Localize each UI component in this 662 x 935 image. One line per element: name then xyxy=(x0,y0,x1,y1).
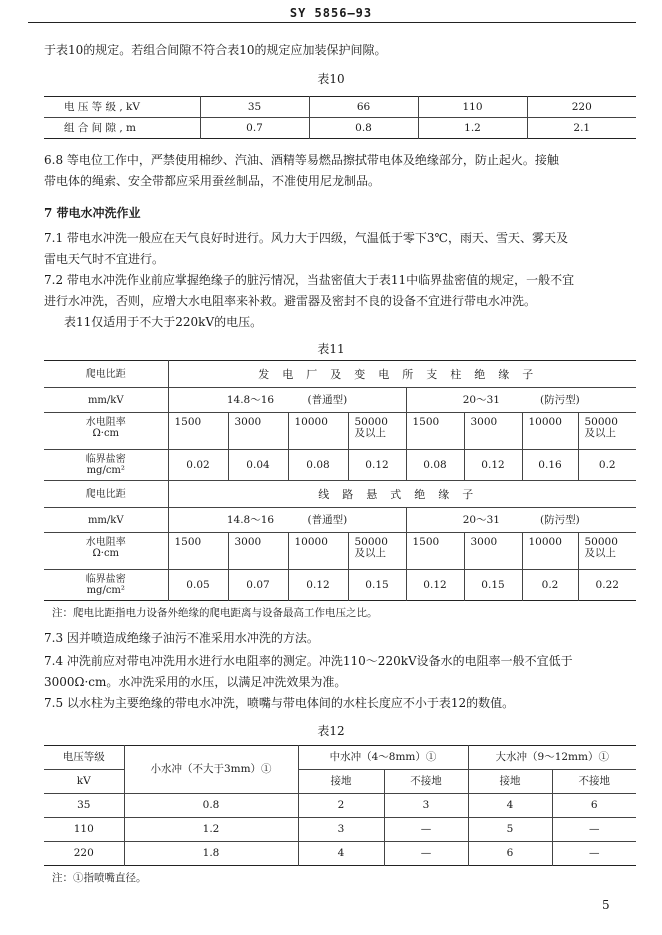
table11-res-cell: 1500 xyxy=(406,533,464,570)
table12-large-label: 大水冲（9～12mm）① xyxy=(468,746,636,770)
table10-cell: 1.2 xyxy=(418,118,527,139)
table11-res-cell: 50000 及以上 xyxy=(578,413,636,450)
table11 xyxy=(44,360,636,601)
table12-voltage-label: 电压等级 xyxy=(44,746,124,770)
table12-medium-label: 中水冲（4～8mm）① xyxy=(298,746,468,770)
para-6-8-line2: 带电体的绳索、安全带都应采用蚕丝制品，不准使用尼龙制品。 xyxy=(44,174,381,188)
table12-large-grounded: 5 xyxy=(468,818,552,842)
section-7-heading: 7 带电水冲洗作业 xyxy=(44,206,141,220)
para-7-3: 7.3 因并喷造成绝缘子油污不准采用水冲洗的方法。 xyxy=(44,631,319,645)
table11-salt-unit-2: mg/cm² xyxy=(86,585,125,596)
table12-med-not-grounded: — xyxy=(384,842,468,866)
table12-large-not-grounded: — xyxy=(552,818,636,842)
table12-grounded-label: 接地 xyxy=(468,770,552,794)
table11-polluted-group xyxy=(406,388,636,413)
table11-block2-title: 线路悬式绝缘子 xyxy=(168,481,636,508)
table11-salt-cell: 0.2 xyxy=(578,450,636,481)
table-row xyxy=(44,842,636,866)
table12-med-grounded: 3 xyxy=(298,818,384,842)
table12-large-grounded: 4 xyxy=(468,794,552,818)
table11-salt-row-1 xyxy=(44,450,636,481)
table11-salt-row-2 xyxy=(44,570,636,601)
table12-note: 注：①指喷嘴直径。 xyxy=(52,872,147,884)
table11-polluted-group-2 xyxy=(406,508,636,533)
table11-res-cell: 10000 xyxy=(522,533,578,570)
table11-normal-group-2 xyxy=(168,508,406,533)
table10-cell: 2.1 xyxy=(527,118,636,139)
para-7-2-line2: 进行水冲洗，否则，应增大水电阻率来补救。避雷器及密封不良的设备不宜进行带电水冲洗。 xyxy=(44,294,537,308)
table12-med-not-grounded: 3 xyxy=(384,794,468,818)
table11-resistivity-row-2 xyxy=(44,533,636,570)
table12-voltage: 110 xyxy=(44,818,124,842)
table11-unit-label: mm/kV xyxy=(44,388,168,413)
para-7-5: 7.5 以水柱为主要绝缘的带电水冲洗，喷嘴与带电体间的水柱长度应不小于表12的数值。 xyxy=(44,696,515,710)
table10-cell: 35 xyxy=(200,97,309,118)
table12 xyxy=(44,745,636,866)
table12-large-grounded: 6 xyxy=(468,842,552,866)
table11-creep-label-2: 爬电比距 xyxy=(44,481,168,508)
table11-range-polluted-2: 20～31 xyxy=(462,513,500,526)
table11-salt-cell: 0.08 xyxy=(288,450,348,481)
table11-type-normal: (普通型) xyxy=(307,393,348,406)
para-7-2-line3: 表11仅适用于不大于220kV的电压。 xyxy=(64,315,263,329)
table12-not-grounded-label: 不接地 xyxy=(552,770,636,794)
table11-resistivity-label-2 xyxy=(44,533,168,570)
table11-res-cell: 10000 xyxy=(288,533,348,570)
table12-small-label: 小水冲（不大于3mm）① xyxy=(124,746,298,794)
table11-resistivity-unit: Ω·cm xyxy=(92,428,120,439)
table11-salt-cell: 0.02 xyxy=(168,450,228,481)
table11-salt-cell: 0.15 xyxy=(464,570,522,601)
table11-block2-title-row xyxy=(44,481,636,508)
table11-type-polluted-2: (防污型) xyxy=(540,513,580,526)
table12-header-row-1 xyxy=(44,746,636,770)
table11-range-normal: 14.8～16 xyxy=(226,393,275,406)
table11-res-cell: 1500 xyxy=(168,413,228,450)
table12-caption: 表12 xyxy=(317,724,345,738)
table11-salt-cell: 0.12 xyxy=(288,570,348,601)
table11-creep-label: 爬电比距 xyxy=(44,361,168,388)
table11-salt-cell: 0.08 xyxy=(406,450,464,481)
table10-gap-row xyxy=(44,118,636,139)
table12-large-not-grounded: 6 xyxy=(552,794,636,818)
table10-cell: 110 xyxy=(418,97,527,118)
table11-salt-unit: mg/cm² xyxy=(86,465,125,476)
table11-salt-name-2: 临界盐密 xyxy=(85,574,126,585)
table11-block1-title-row xyxy=(44,361,636,388)
table12-voltage: 35 xyxy=(44,794,124,818)
table11-normal-group xyxy=(168,388,406,413)
table10-cell: 220 xyxy=(527,97,636,118)
table10-voltage-row xyxy=(44,97,636,118)
table10-voltage-label: 电 压 等 级 , kV xyxy=(44,97,200,118)
table11-salt-label-2 xyxy=(44,570,168,601)
para-6-8-line1: 6.8 等电位工作中，严禁使用棉纱、汽油、酒精等易燃品擦拭带电体及绝缘部分，防止起火。接触 xyxy=(44,153,559,167)
table12-voltage-unit: kV xyxy=(44,770,124,794)
table11-salt-cell: 0.22 xyxy=(578,570,636,601)
para-7-1-line2: 雷电天气时不宜进行。 xyxy=(44,252,165,266)
table10 xyxy=(44,96,636,139)
table11-res-cell: 50000 及以上 xyxy=(348,413,406,450)
table11-res-cell: 3000 xyxy=(464,533,522,570)
table11-resistivity-name-2: 水电阻率 xyxy=(85,537,126,548)
table11-resistivity-label xyxy=(44,413,168,450)
table10-cell: 66 xyxy=(309,97,418,118)
document-header: SY 5856—93 xyxy=(289,6,373,20)
table11-block1-title: 发电厂及变电所支柱绝缘子 xyxy=(168,361,636,388)
table10-cell: 0.7 xyxy=(200,118,309,139)
para-7-4-line1: 7.4 冲洗前应对带电冲洗用水进行水电阻率的测定。冲洗110～220kV设备水的电阻率一般不宜低于 xyxy=(44,654,573,668)
intro-line: 于表10的规定。若组合间隙不符合表10的规定应加装保护间隙。 xyxy=(44,43,387,57)
table12-large-not-grounded: — xyxy=(552,842,636,866)
table11-block1-range-row xyxy=(44,388,636,413)
table11-caption: 表11 xyxy=(317,342,345,356)
page-number: 5 xyxy=(602,898,610,912)
table11-res-cell: 3000 xyxy=(228,413,288,450)
table12-small: 1.2 xyxy=(124,818,298,842)
table11-salt-cell: 0.12 xyxy=(464,450,522,481)
table12-med-grounded: 4 xyxy=(298,842,384,866)
table11-res-cell: 50000 及以上 xyxy=(348,533,406,570)
table11-type-normal-2: (普通型) xyxy=(307,513,348,526)
para-7-4-line2: 3000Ω·cm。水冲洗采用的水压，以满足冲洗效果为准。 xyxy=(44,675,347,689)
para-7-2-line1: 7.2 带电水冲洗作业前应掌握绝缘子的脏污情况，当盐密值大于表11中临界盐密值的规定，一般不宜 xyxy=(44,273,575,287)
table12-small: 0.8 xyxy=(124,794,298,818)
table11-salt-cell: 0.12 xyxy=(348,450,406,481)
table11-type-polluted: (防污型) xyxy=(540,393,580,406)
table-row xyxy=(44,794,636,818)
table11-salt-cell: 0.05 xyxy=(168,570,228,601)
table11-salt-cell: 0.15 xyxy=(348,570,406,601)
header-rule xyxy=(28,22,636,23)
table11-res-cell: 10000 xyxy=(522,413,578,450)
table11-salt-cell: 0.2 xyxy=(522,570,578,601)
table12-med-grounded: 2 xyxy=(298,794,384,818)
table11-res-cell: 10000 xyxy=(288,413,348,450)
table11-resistivity-unit-2: Ω·cm xyxy=(92,548,120,559)
table10-caption: 表10 xyxy=(317,72,345,86)
table12-small: 1.8 xyxy=(124,842,298,866)
table11-salt-cell: 0.07 xyxy=(228,570,288,601)
table11-block2-range-row xyxy=(44,508,636,533)
table11-res-cell: 3000 xyxy=(228,533,288,570)
table11-salt-cell: 0.12 xyxy=(406,570,464,601)
table11-resistivity-row xyxy=(44,413,636,450)
table-row xyxy=(44,818,636,842)
table11-res-cell: 1500 xyxy=(168,533,228,570)
table11-salt-cell: 0.16 xyxy=(522,450,578,481)
table11-unit-label-2: mm/kV xyxy=(44,508,168,533)
table11-res-cell: 50000 及以上 xyxy=(578,533,636,570)
table11-salt-name: 临界盐密 xyxy=(85,454,126,465)
table11-range-normal-2: 14.8～16 xyxy=(226,513,275,526)
table12-not-grounded-label: 不接地 xyxy=(384,770,468,794)
table12-voltage: 220 xyxy=(73,847,94,859)
table11-resistivity-name: 水电阻率 xyxy=(85,417,126,428)
table10-cell: 0.8 xyxy=(309,118,418,139)
table11-note: 注：爬电比距指电力设备外绝缘的爬电距离与设备最高工作电压之比。 xyxy=(52,607,378,619)
table11-range-polluted: 20～31 xyxy=(462,393,500,406)
table11-res-cell: 3000 xyxy=(464,413,522,450)
table12-med-not-grounded: — xyxy=(384,818,468,842)
para-7-1-line1: 7.1 带电水冲洗一般应在天气良好时进行。风力大于四级，气温低于零下3℃，雨天、雪天、雾天及 xyxy=(44,231,568,245)
table11-salt-label xyxy=(44,450,168,481)
table10-gap-label: 组 合 间 隙 , m xyxy=(64,121,136,134)
table11-salt-cell: 0.04 xyxy=(228,450,288,481)
table11-res-cell: 1500 xyxy=(406,413,464,450)
table12-grounded-label: 接地 xyxy=(298,770,384,794)
